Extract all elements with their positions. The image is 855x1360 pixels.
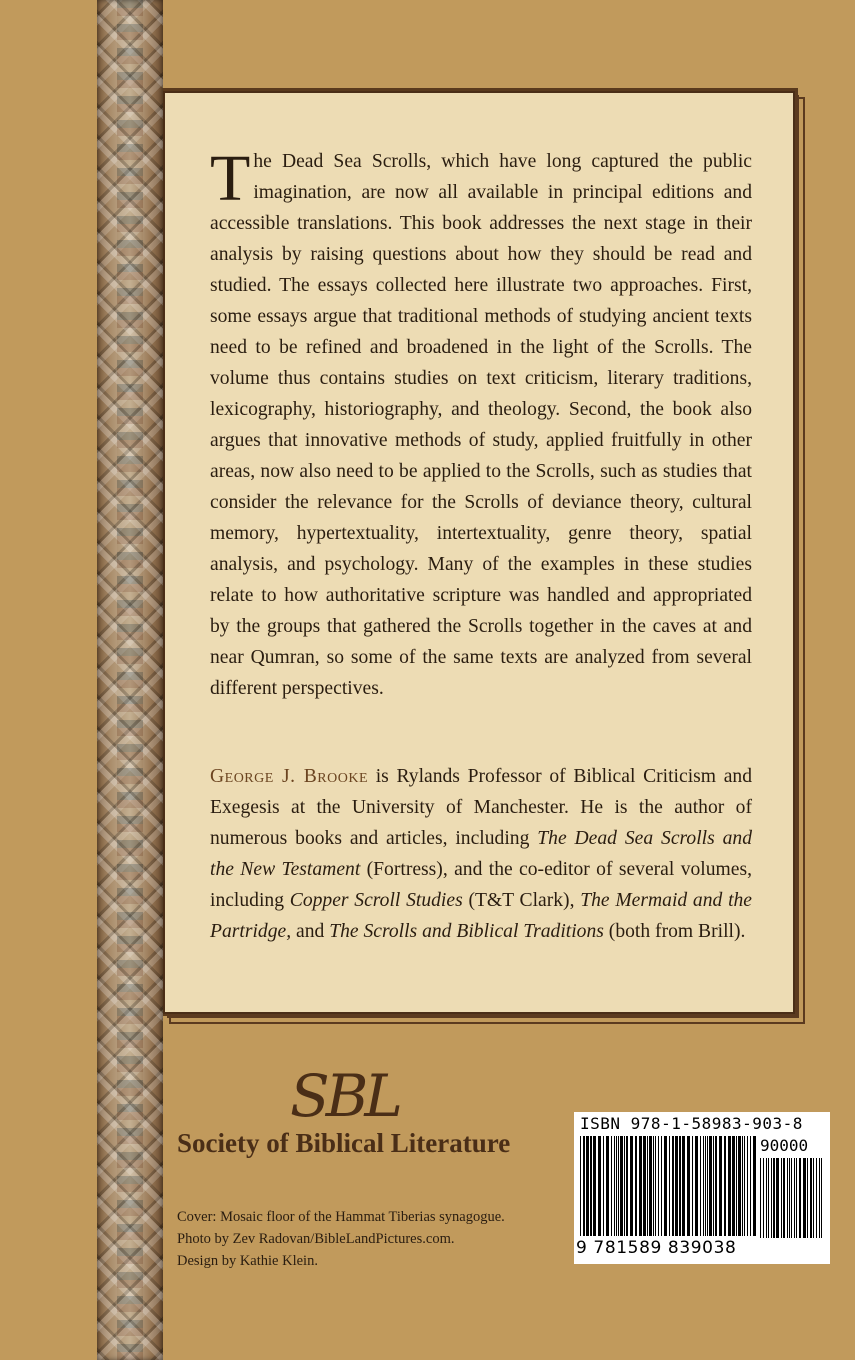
barcode-bar <box>819 1158 820 1238</box>
barcode-bar <box>760 1158 761 1238</box>
barcode-bar <box>655 1136 656 1236</box>
barcode-bar <box>616 1136 617 1236</box>
addon-barcode-bars <box>760 1158 824 1238</box>
barcode-bar <box>742 1136 743 1236</box>
bio-text: (T&T Clark), <box>462 890 581 911</box>
barcode-bar <box>747 1136 748 1236</box>
barcode-bar <box>618 1136 619 1236</box>
barcode-bar <box>624 1136 625 1236</box>
barcode-bar <box>611 1136 612 1236</box>
barcode-bar <box>620 1136 623 1236</box>
isbn-number: ISBN 978-1-58983-903-8 <box>580 1114 803 1133</box>
barcode-bar <box>643 1136 646 1236</box>
barcode-bar <box>709 1136 712 1236</box>
barcode-bar <box>719 1136 722 1236</box>
barcode-bar <box>715 1136 717 1236</box>
barcode-bar <box>658 1136 659 1236</box>
barcode-bar <box>593 1136 596 1236</box>
barcode-bar <box>744 1136 745 1236</box>
barcode-bar <box>606 1136 609 1236</box>
credit-line: Design by Kathie Klein. <box>177 1253 318 1269</box>
barcode-bar <box>732 1136 735 1236</box>
barcode-bar <box>810 1158 812 1238</box>
barcode-bar <box>653 1136 654 1236</box>
barcode-bar <box>705 1136 706 1236</box>
isbn-barcode <box>574 1112 830 1264</box>
barcode-bar <box>783 1158 785 1238</box>
barcode-bar <box>763 1158 764 1238</box>
barcode-bar <box>590 1136 592 1236</box>
barcode-bar <box>768 1158 769 1238</box>
barcode-bar <box>692 1136 693 1236</box>
barcode-bar <box>695 1136 698 1236</box>
barcode-bar <box>598 1136 601 1236</box>
barcode-bar <box>773 1158 775 1238</box>
bio-text: (Fortress), and the co-editor of several volumes, including <box>210 859 752 911</box>
barcode-bar <box>766 1158 767 1238</box>
publisher-name: Society of Biblical Literature <box>177 1128 511 1158</box>
barcode-bar <box>753 1136 756 1236</box>
book-description <box>210 142 752 704</box>
bio-title: The Dead Sea Scrolls and the New Testament <box>210 828 752 880</box>
barcode-bar <box>703 1136 704 1236</box>
credit-line: Cover: Mosaic floor of the Hammat Tiberias synagogue. <box>177 1209 505 1225</box>
barcode-bar <box>603 1136 604 1236</box>
braid-strand <box>117 0 143 1360</box>
barcode-bar <box>661 1136 662 1236</box>
barcode-bar <box>707 1136 708 1236</box>
barcode-bar <box>679 1136 681 1236</box>
bio-text: is Rylands Professor of Biblical Criticism and Exegesis at the University of Manchester. He is the author of numerous books and articles, including <box>210 766 752 849</box>
bio-title: The Mermaid and the Partridge, <box>210 890 753 942</box>
barcode-bar <box>669 1136 670 1236</box>
barcode-bar <box>687 1136 690 1236</box>
cover-credits <box>177 1206 505 1272</box>
barcode-bar <box>647 1136 648 1236</box>
bio-text: (both from Brill). <box>603 921 746 942</box>
decorative-braid-border <box>97 0 163 1360</box>
barcode-bar <box>738 1136 741 1236</box>
barcode-bar <box>794 1158 795 1238</box>
barcode-bar <box>583 1136 585 1236</box>
barcode-bar <box>803 1158 806 1238</box>
barcode-bar <box>639 1136 642 1236</box>
barcode-bar <box>791 1158 792 1238</box>
barcode-bar <box>635 1136 637 1236</box>
barcode-bar <box>649 1136 652 1236</box>
barcode-bar <box>682 1136 685 1236</box>
barcode-bar <box>799 1158 801 1238</box>
barcode-bar <box>771 1158 772 1238</box>
barcode-bar <box>580 1136 581 1236</box>
barcode-bar <box>626 1136 628 1236</box>
credit-line: Photo by Zev Radovan/BibleLandPictures.com. <box>177 1231 455 1247</box>
bio-title: Copper Scroll Studies <box>289 890 463 911</box>
barcode-bar <box>750 1136 751 1236</box>
barcode-bar <box>816 1158 817 1238</box>
bio-title: The Scrolls and Biblical Traditions <box>329 921 604 942</box>
barcode-bar <box>664 1136 667 1236</box>
barcode-bar <box>807 1158 808 1238</box>
bio-text: and <box>291 921 330 942</box>
barcode-bar <box>672 1136 674 1236</box>
barcode-bar <box>724 1136 726 1236</box>
barcode-bar <box>821 1158 822 1238</box>
barcode-bar <box>789 1158 790 1238</box>
description-text: he Dead Sea Scrolls, which have long captured the public imagination, are now all available in principal editions and accessible translations. This book addresses the next stage in their analysis by raising questions about how they should be read and studied. The essays collected here illustrate two approaches. First, some essays argue that traditional methods of studying ancient texts need to be refined and broadened in the light of the Scrolls. The volume thus contains studies on text criticism, literary traditions, lexicography, historiography, and theology. Second, the book also argues that innovative methods of study, applied fruitfully in other areas, now also need to be applied to the Scrolls, such as studies that consider the relevance for the Scrolls of deviance theory, cultural memory, hypertextuality, intertextuality, genre theory, spatial analysis, and psychology. Many of the examples in these studies relate to how authoritative scripture was handled and appropriated by the groups that gathered the Scrolls together in the caves at and near Qumran, so some of the same texts are analyzed from several different perspectives. <box>210 151 752 699</box>
barcode-bar <box>787 1158 788 1238</box>
barcode-bar <box>630 1136 633 1236</box>
barcode-bar <box>813 1158 814 1238</box>
price-addon-number: 90000 <box>760 1136 809 1155</box>
author-name: George J. Brooke <box>210 766 369 787</box>
barcode-bar <box>614 1136 615 1236</box>
ean-number: 9 781589 839038 <box>576 1238 737 1258</box>
ean-barcode-bars <box>580 1136 756 1238</box>
barcode-bar <box>781 1158 782 1238</box>
barcode-bar <box>713 1136 714 1236</box>
barcode-bar <box>796 1158 797 1238</box>
author-bio <box>210 761 752 947</box>
drop-cap: T <box>210 142 251 215</box>
sbl-logo: SBL <box>290 1062 399 1130</box>
barcode-bar <box>586 1136 589 1236</box>
barcode-bar <box>736 1136 737 1236</box>
barcode-bar <box>728 1136 731 1236</box>
barcode-bar <box>776 1158 779 1238</box>
barcode-bar <box>700 1136 701 1236</box>
barcode-bar <box>675 1136 678 1236</box>
